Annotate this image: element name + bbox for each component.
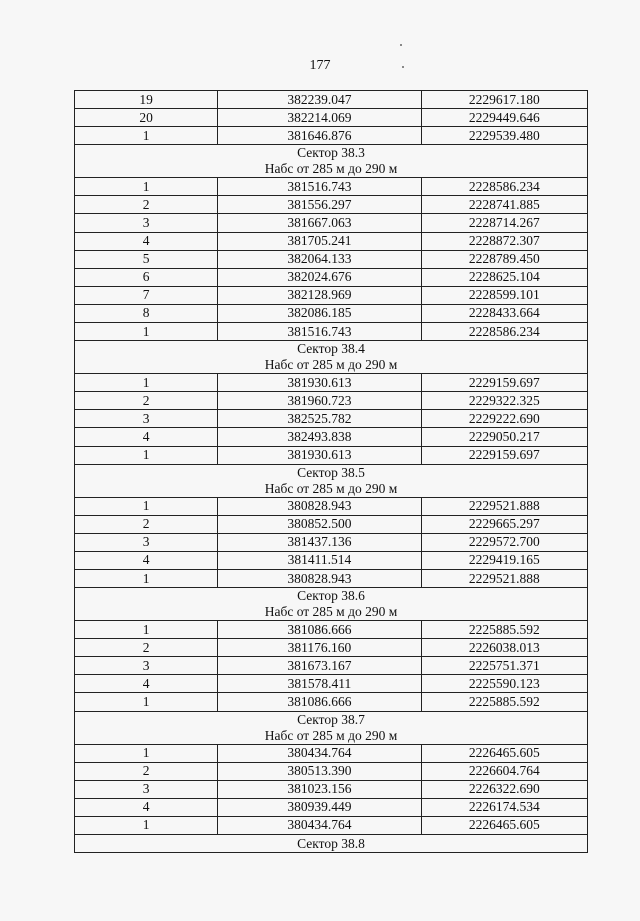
y-coordinate-cell: 2229539.480 (421, 127, 587, 145)
point-number-cell: 1 (75, 178, 218, 196)
point-number-cell: 3 (75, 657, 218, 675)
x-coordinate-cell: 382214.069 (218, 109, 421, 127)
table-row (75, 323, 588, 341)
y-coordinate-cell: 2229050.217 (421, 428, 587, 446)
scan-speck (402, 66, 404, 68)
table-row (75, 780, 588, 798)
y-coordinate-cell: 2228872.307 (421, 232, 587, 250)
point-number-cell: 2 (75, 196, 218, 214)
y-coordinate-cell: 2225885.592 (421, 621, 587, 639)
x-coordinate-cell: 381516.743 (218, 178, 421, 196)
x-coordinate-cell: 382064.133 (218, 250, 421, 268)
table-row (75, 816, 588, 834)
sector-header-row (75, 341, 588, 374)
coordinates-table-body (75, 91, 588, 853)
table-row (75, 693, 588, 711)
x-coordinate-cell: 380852.500 (218, 515, 421, 533)
x-coordinate-cell: 381411.514 (218, 551, 421, 569)
y-coordinate-cell: 2226038.013 (421, 639, 587, 657)
coordinates-table (74, 90, 588, 853)
y-coordinate-cell: 2225751.371 (421, 657, 587, 675)
x-coordinate-cell: 380939.449 (218, 798, 421, 816)
point-number-cell: 1 (75, 621, 218, 639)
table-row (75, 392, 588, 410)
point-number-cell: 2 (75, 762, 218, 780)
table-row (75, 232, 588, 250)
y-coordinate-cell: 2226604.764 (421, 762, 587, 780)
table-row (75, 428, 588, 446)
point-number-cell: 1 (75, 446, 218, 464)
x-coordinate-cell: 381960.723 (218, 392, 421, 410)
table-row (75, 569, 588, 587)
sector-title: Сектор 38.8 (297, 835, 365, 851)
x-coordinate-cell: 382024.676 (218, 268, 421, 286)
x-coordinate-cell: 382086.185 (218, 304, 421, 322)
x-coordinate-cell: 382128.969 (218, 286, 421, 304)
x-coordinate-cell: 381086.666 (218, 693, 421, 711)
point-number-cell: 1 (75, 374, 218, 392)
sector-header (75, 145, 588, 178)
table-row (75, 657, 588, 675)
sector-header-row (75, 711, 588, 744)
table-row (75, 762, 588, 780)
point-number-cell: 2 (75, 392, 218, 410)
point-number-cell: 4 (75, 551, 218, 569)
x-coordinate-cell: 382525.782 (218, 410, 421, 428)
table-row (75, 446, 588, 464)
point-number-cell: 7 (75, 286, 218, 304)
point-number-cell: 20 (75, 109, 218, 127)
point-number-cell: 1 (75, 693, 218, 711)
x-coordinate-cell: 381437.136 (218, 533, 421, 551)
table-row (75, 639, 588, 657)
x-coordinate-cell: 381705.241 (218, 232, 421, 250)
y-coordinate-cell: 2229572.700 (421, 533, 587, 551)
sector-header (75, 341, 588, 374)
sector-elevation: Набс от 285 м до 290 м (264, 161, 398, 177)
table-row (75, 178, 588, 196)
x-coordinate-cell: 381646.876 (218, 127, 421, 145)
sector-header-row (75, 588, 588, 621)
y-coordinate-cell: 2229159.697 (421, 374, 587, 392)
y-coordinate-cell: 2226174.534 (421, 798, 587, 816)
y-coordinate-cell: 2229222.690 (421, 410, 587, 428)
point-number-cell: 1 (75, 569, 218, 587)
table-row (75, 533, 588, 551)
table-row (75, 798, 588, 816)
y-coordinate-cell: 2226465.605 (421, 816, 587, 834)
table-row (75, 109, 588, 127)
y-coordinate-cell: 2228741.885 (421, 196, 587, 214)
y-coordinate-cell: 2226322.690 (421, 780, 587, 798)
y-coordinate-cell: 2229449.646 (421, 109, 587, 127)
table-row (75, 91, 588, 109)
sector-elevation: Набс от 285 м до 290 м (264, 604, 398, 620)
point-number-cell: 1 (75, 323, 218, 341)
point-number-cell: 4 (75, 675, 218, 693)
point-number-cell: 1 (75, 497, 218, 515)
x-coordinate-cell: 381673.167 (218, 657, 421, 675)
y-coordinate-cell: 2228586.234 (421, 323, 587, 341)
x-coordinate-cell: 382239.047 (218, 91, 421, 109)
table-row (75, 515, 588, 533)
x-coordinate-cell: 381930.613 (218, 446, 421, 464)
sector-title: Сектор 38.7 (297, 711, 365, 727)
y-coordinate-cell: 2229419.165 (421, 551, 587, 569)
sector-elevation: Набс от 285 м до 290 м (264, 357, 398, 373)
x-coordinate-cell: 380828.943 (218, 569, 421, 587)
sector-header (75, 711, 588, 744)
x-coordinate-cell: 381667.063 (218, 214, 421, 232)
table-row (75, 675, 588, 693)
table-row (75, 497, 588, 515)
x-coordinate-cell: 382493.838 (218, 428, 421, 446)
table-row (75, 304, 588, 322)
table-row (75, 268, 588, 286)
y-coordinate-cell: 2226465.605 (421, 744, 587, 762)
table-row (75, 286, 588, 304)
point-number-cell: 3 (75, 533, 218, 551)
y-coordinate-cell: 2229521.888 (421, 497, 587, 515)
sector-elevation: Набс от 285 м до 290 м (264, 727, 398, 743)
x-coordinate-cell: 380828.943 (218, 497, 421, 515)
table-row (75, 410, 588, 428)
x-coordinate-cell: 381578.411 (218, 675, 421, 693)
x-coordinate-cell: 380434.764 (218, 816, 421, 834)
table-row (75, 127, 588, 145)
y-coordinate-cell: 2225590.123 (421, 675, 587, 693)
table-row (75, 621, 588, 639)
x-coordinate-cell: 381176.160 (218, 639, 421, 657)
y-coordinate-cell: 2228433.664 (421, 304, 587, 322)
sector-header-row (75, 835, 588, 853)
point-number-cell: 2 (75, 639, 218, 657)
table-row (75, 250, 588, 268)
x-coordinate-cell: 381023.156 (218, 780, 421, 798)
point-number-cell: 3 (75, 214, 218, 232)
table-row (75, 374, 588, 392)
y-coordinate-cell: 2228586.234 (421, 178, 587, 196)
point-number-cell: 1 (75, 744, 218, 762)
sector-title: Сектор 38.5 (297, 464, 365, 480)
sector-header-row (75, 464, 588, 497)
scan-speck (400, 44, 402, 46)
sector-header (75, 835, 588, 853)
y-coordinate-cell: 2229665.297 (421, 515, 587, 533)
point-number-cell: 19 (75, 91, 218, 109)
sector-title: Сектор 38.6 (297, 588, 365, 604)
point-number-cell: 5 (75, 250, 218, 268)
sector-elevation: Набс от 285 м до 290 м (264, 480, 398, 496)
point-number-cell: 3 (75, 780, 218, 798)
table-row (75, 744, 588, 762)
table-row (75, 196, 588, 214)
y-coordinate-cell: 2228789.450 (421, 250, 587, 268)
x-coordinate-cell: 381930.613 (218, 374, 421, 392)
page-number: 177 (309, 58, 331, 73)
point-number-cell: 1 (75, 127, 218, 145)
point-number-cell: 8 (75, 304, 218, 322)
point-number-cell: 4 (75, 798, 218, 816)
table-row (75, 214, 588, 232)
x-coordinate-cell: 380513.390 (218, 762, 421, 780)
point-number-cell: 4 (75, 428, 218, 446)
y-coordinate-cell: 2225885.592 (421, 693, 587, 711)
y-coordinate-cell: 2228599.101 (421, 286, 587, 304)
sector-header (75, 588, 588, 621)
y-coordinate-cell: 2229521.888 (421, 569, 587, 587)
table-row (75, 551, 588, 569)
point-number-cell: 3 (75, 410, 218, 428)
y-coordinate-cell: 2229322.325 (421, 392, 587, 410)
sector-title: Сектор 38.3 (297, 145, 365, 161)
x-coordinate-cell: 380434.764 (218, 744, 421, 762)
point-number-cell: 2 (75, 515, 218, 533)
sector-header-row (75, 145, 588, 178)
sector-title: Сектор 38.4 (297, 341, 365, 357)
y-coordinate-cell: 2229617.180 (421, 91, 587, 109)
x-coordinate-cell: 381516.743 (218, 323, 421, 341)
x-coordinate-cell: 381556.297 (218, 196, 421, 214)
y-coordinate-cell: 2228714.267 (421, 214, 587, 232)
point-number-cell: 1 (75, 816, 218, 834)
x-coordinate-cell: 381086.666 (218, 621, 421, 639)
sector-header (75, 464, 588, 497)
y-coordinate-cell: 2228625.104 (421, 268, 587, 286)
y-coordinate-cell: 2229159.697 (421, 446, 587, 464)
point-number-cell: 4 (75, 232, 218, 250)
point-number-cell: 6 (75, 268, 218, 286)
